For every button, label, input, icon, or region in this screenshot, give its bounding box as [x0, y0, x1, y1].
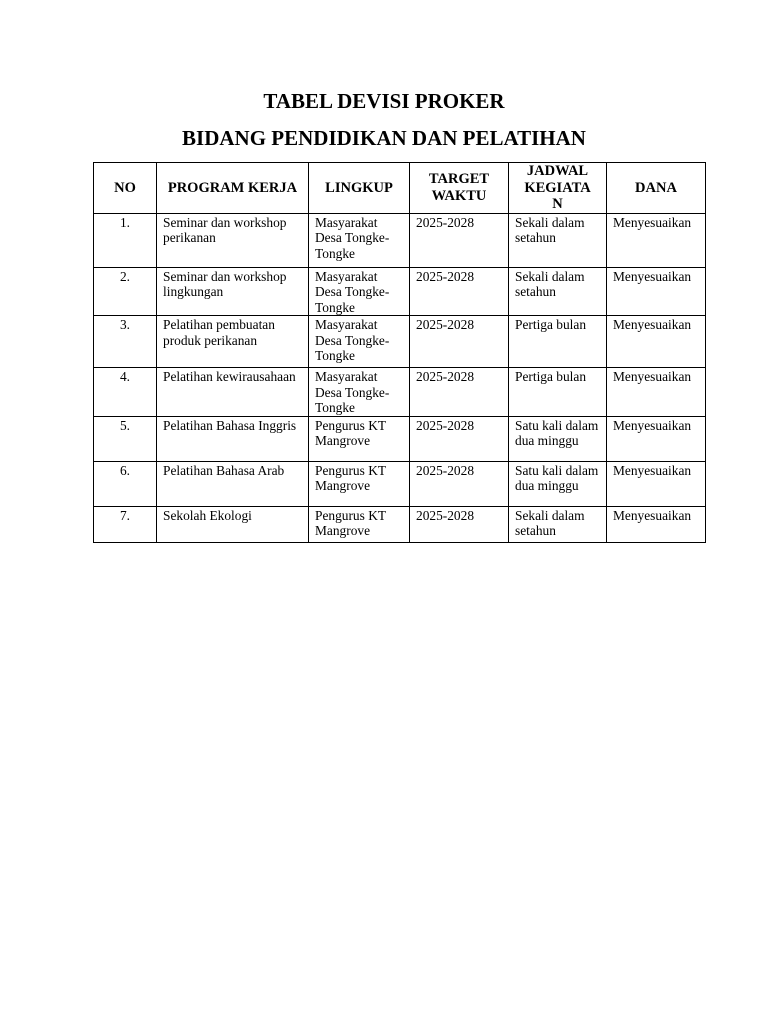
- cell-target-waktu: 2025-2028: [410, 416, 509, 461]
- header-dana: DANA: [607, 163, 706, 214]
- header-program-kerja: PROGRAM KERJA: [157, 163, 309, 214]
- table-header: [94, 163, 706, 214]
- cell-program-kerja: Pelatihan kewirausahaan: [157, 368, 309, 417]
- document-title: TABEL DEVISI PROKER: [263, 89, 505, 113]
- cell-dana: Menyesuaikan: [607, 461, 706, 506]
- cell-target-waktu: 2025-2028: [410, 368, 509, 417]
- proker-table: [93, 162, 706, 543]
- cell-jadwal-kegiatan: Sekali dalam setahun: [509, 267, 607, 316]
- cell-jadwal-kegiatan: Sekali dalam setahun: [509, 213, 607, 267]
- table-row: [94, 316, 706, 368]
- cell-no: 7.: [94, 506, 157, 542]
- cell-lingkup: Pengurus KT Mangrove: [309, 416, 410, 461]
- header-jadwal-kegiatan: JADWAL KEGIATAN: [509, 163, 607, 214]
- cell-dana: Menyesuaikan: [607, 267, 706, 316]
- table-row: [94, 368, 706, 417]
- cell-dana: Menyesuaikan: [607, 368, 706, 417]
- cell-jadwal-kegiatan: Sekali dalam setahun: [509, 506, 607, 542]
- cell-program-kerja: Pelatihan Bahasa Inggris: [157, 416, 309, 461]
- cell-jadwal-kegiatan: Satu kali dalam dua minggu: [509, 461, 607, 506]
- table-row: [94, 213, 706, 267]
- cell-lingkup: Masyarakat Desa Tongke-Tongke: [309, 368, 410, 417]
- cell-no: 2.: [94, 267, 157, 316]
- cell-target-waktu: 2025-2028: [410, 316, 509, 368]
- header-lingkup: LINGKUP: [309, 163, 410, 214]
- cell-jadwal-kegiatan: Satu kali dalam dua minggu: [509, 416, 607, 461]
- cell-target-waktu: 2025-2028: [410, 461, 509, 506]
- cell-dana: Menyesuaikan: [607, 316, 706, 368]
- table-row: [94, 416, 706, 461]
- cell-no: 3.: [94, 316, 157, 368]
- cell-lingkup: Pengurus KT Mangrove: [309, 506, 410, 542]
- header-target-waktu: TARGET WAKTU: [410, 163, 509, 214]
- table-body: [94, 213, 706, 542]
- cell-no: 6.: [94, 461, 157, 506]
- header-no: NO: [94, 163, 157, 214]
- header-row: [94, 163, 706, 214]
- cell-jadwal-kegiatan: Pertiga bulan: [509, 316, 607, 368]
- cell-jadwal-kegiatan: Pertiga bulan: [509, 368, 607, 417]
- cell-dana: Menyesuaikan: [607, 213, 706, 267]
- cell-program-kerja: Sekolah Ekologi: [157, 506, 309, 542]
- cell-program-kerja: Seminar dan workshop perikanan: [157, 213, 309, 267]
- cell-target-waktu: 2025-2028: [410, 506, 509, 542]
- cell-target-waktu: 2025-2028: [410, 267, 509, 316]
- cell-program-kerja: Pelatihan pembuatan produk perikanan: [157, 316, 309, 368]
- cell-lingkup: Pengurus KT Mangrove: [309, 461, 410, 506]
- cell-no: 5.: [94, 416, 157, 461]
- cell-dana: Menyesuaikan: [607, 506, 706, 542]
- table-row: [94, 267, 706, 316]
- cell-program-kerja: Pelatihan Bahasa Arab: [157, 461, 309, 506]
- cell-no: 1.: [94, 213, 157, 267]
- cell-lingkup: Masyarakat Desa Tongke-Tongke: [309, 213, 410, 267]
- cell-no: 4.: [94, 368, 157, 417]
- document-subtitle: BIDANG PENDIDIKAN DAN PELATIHAN: [182, 126, 586, 150]
- table-row: [94, 506, 706, 542]
- cell-dana: Menyesuaikan: [607, 416, 706, 461]
- cell-program-kerja: Seminar dan workshop lingkungan: [157, 267, 309, 316]
- table-row: [94, 461, 706, 506]
- cell-lingkup: Masyarakat Desa Tongke-Tongke: [309, 316, 410, 368]
- cell-target-waktu: 2025-2028: [410, 213, 509, 267]
- cell-lingkup: Masyarakat Desa Tongke-Tongke: [309, 267, 410, 316]
